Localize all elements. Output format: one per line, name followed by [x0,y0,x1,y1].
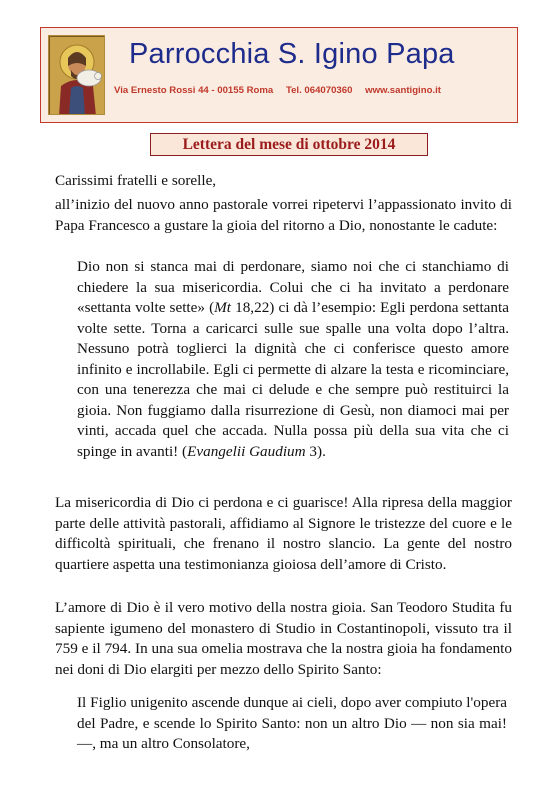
header-banner [40,27,518,123]
letter-title: Lettera del mese di ottobre 2014 [150,133,428,156]
greeting: Carissimi fratelli e sorelle, [55,172,217,189]
parish-name: Parrocchia S. Igino Papa [129,38,455,70]
phone: Tel. 064070360 [285,85,353,96]
quote-pope-francis [77,257,509,462]
contact-line [114,85,441,96]
website-link[interactable]: www.santigino.it [365,85,441,96]
quote1-ref-evangelii-gaudium: Evangelii Gaudium [187,442,306,460]
quote1-text-c: 3). [305,442,326,460]
paragraph-2: La misericordia di Dio ci perdona e ci guarisce! Alla ripresa della maggior parte delle attività pastorali, affidiamo al Signore le tristezze del cuore e le difficoltà spirituali, che frenano il nostro slancio. La gente del nostro quartiere aspetta una testimonianza gioiosa dell’amore di Cristo. [55,494,512,573]
quote1-text-b: 18,22) ci dà l’esempio: Egli perdona settanta volte sette. Torna a caricarci sulle sue spalle una volta dopo l’altra. Nessuno potrà toglierci la dignità che ci conferisce questo amore infinito e incrollabile. Egli ci permette di alzare la testa e ricominciare, con una tenerezza che mai ci delude e che sempre può restituirci la gioia. Non fuggiamo dalla risurrezione di Gesù, non diamoci mai per vinti, accada quel che accada. Nulla possa più della sua vita che ci spinge in avanti! ( [77,299,509,460]
address: Via Ernesto Rossi 44 - 00155 Roma [114,85,274,96]
good-shepherd-icon-image [48,35,105,115]
quote1-ref-mt: Mt [214,299,232,316]
quote1-text-a: Dio non si stanca mai di perdonare, siamo noi che ci stanchiamo di chiedere la sua misericordia. Colui che ci ha invitato a perdonare «settanta volte sette» ( [77,258,509,316]
quote-san-teodoro: Il Figlio unigenito ascende dunque ai cieli, dopo aver compiuto l'opera del Padre, e scende lo Spirito Santo: non un altro Dio — non sia mai! —, ma un altro Consolatore, [77,694,507,752]
paragraph-3: L’amore di Dio è il vero motivo della nostra gioia. San Teodoro Studita fu sapiente igumeno del monastero di Studio in Costantinopoli, vissuto tra il 759 e il 794. In una sua omelia mostrava che la nostra gioia ha fondamento nei doni di Dio elargiti per mezzo dello Spirito Santo: [55,599,512,678]
paragraph-1: all’inizio del nuovo anno pastorale vorrei ripetervi l’appassionato invito di Papa Francesco a gustare la gioia del ritorno a Dio, nonostante le cadute: [55,196,512,234]
